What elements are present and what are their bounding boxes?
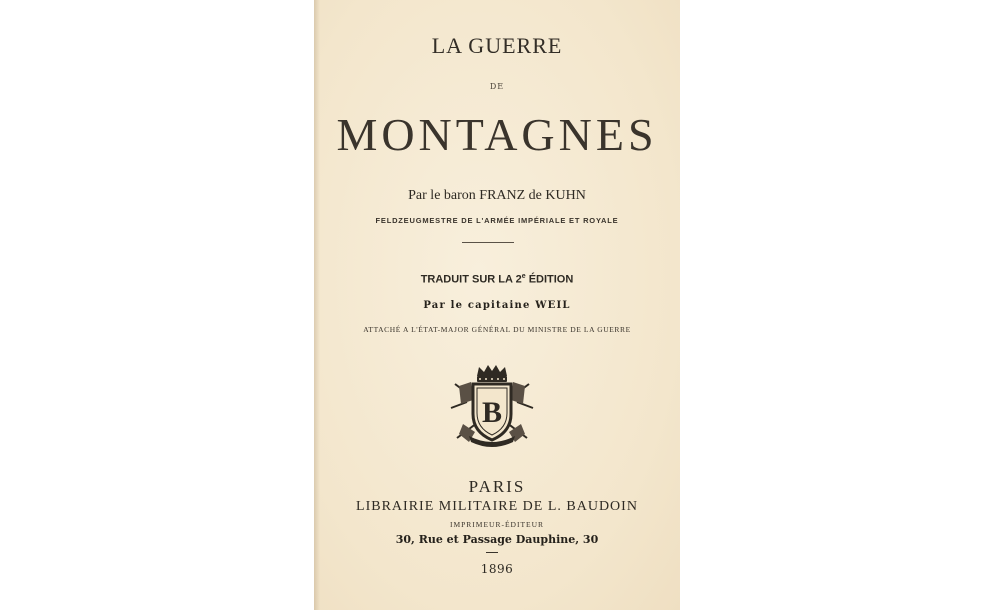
- translator-role: ATTACHÉ A L'ÉTAT-MAJOR GÉNÉRAL DU MINISTRE DE LA GUERRE: [363, 325, 631, 334]
- publisher-address: 30, Rue et Passage Dauphine, 30: [395, 533, 599, 546]
- author-line: Par le baron FRANZ de KUHN: [408, 188, 586, 203]
- divider-rule: [462, 242, 514, 243]
- emblem-letter: B: [481, 396, 503, 429]
- title-connector: DE: [489, 82, 505, 91]
- publisher-role: IMPRIMEUR-ÉDITEUR: [449, 520, 545, 529]
- translation-note-superscript: e: [521, 273, 526, 280]
- translator-line: Par le capitaine WEIL: [423, 300, 571, 311]
- author-rank: FELDZEUGMESTRE DE L'ARMÉE IMPÉRIALE ET ROYALE: [375, 216, 619, 225]
- publisher-name: LIBRAIRIE MILITAIRE DE L. BAUDOIN: [356, 499, 638, 514]
- translation-note: [314, 273, 680, 286]
- crown-icon: [477, 365, 507, 382]
- translation-note-text: TRADUIT SUR LA 2: [420, 273, 522, 286]
- title-line-2: MONTAGNES: [336, 109, 658, 160]
- publisher-emblem-icon: [447, 362, 537, 450]
- publication-year: 1896: [480, 562, 514, 576]
- translation-note-end: ÉDITION: [525, 273, 574, 286]
- publication-city: PARIS: [468, 477, 526, 496]
- short-rule: [486, 552, 498, 553]
- title-line-1: LA GUERRE: [431, 33, 563, 58]
